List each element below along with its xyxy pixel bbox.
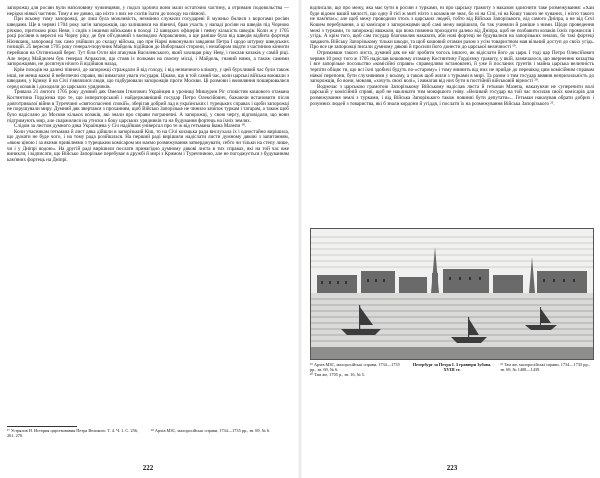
footnote-17: ¹⁷ Устрялов Н. История царствования Петра Великого. Т. 4. Ч. 1. С. 256, 261, 270. [7,428,138,438]
engraving-foreground-bank [311,347,594,360]
left-paragraph-4: Тривала 21 лютого 1705 року думний дяк Омелян Ігнатович Українцев в урочищі Мишурин Ріг сповістив кошового отамана Костянтина Гордієнка про те, що імператорський і найдержавніший государ Петро Олексійович, бажаючи встановити після довготривалої війни в Туреччині «святоспасенні спокій», зберігав добрий лад в українських і турецьких справах і щоби запорожці не порушували миру. Думний дяк звертався з проханням, щоб Військо Запорізьке не чинило зачіпок туркам і татарам, а також щоб було надіслано до Москви кількох козаків, які знали про справи пограничні. А запорожці, у свою чергу, відповідали, що вони підтримують мир, але скаржилися на утиски з боку царських урядників та на будування фортець на їхніх землях. [7,89,289,124]
right-paragraph-2: Отримавши такого листа, думний дяк не міг зробити чогось іншого, як відіслати його до царя. І тоді цар Петро Олексійович червня 10 року того ж 1705 надіслав кошовому отаману Костянтину Гордієнку грамоту, у якій, зазначалося, що зверненню козацтва і все запорізьке посольство «комісійні справи» справедливо встановлені, й уже й посланих ґрунтів і майна царська величність терпіти обіцяє ти, що всі їхні здобичі будуть по-«старому» і тому вчинить від них не прийде до перешкод цим комісійним справам ніякої перепони, бути слухняними у всьому, а також щоб жили з турками в мирі. Та разом з тим государ виявив неприхильність до запорожців, бо вони, мовляв, «хочуть своєї волі», і вимагав від них бути в постійній військовій вірності ²⁰. [310,50,594,85]
left-footnote-column-2 [151,429,289,439]
right-page-body [310,6,594,226]
right-paragraph-3: Водночас з царською грамотою Запорізькому Війському надіслав листа й гетьман Мазепа, наказуючи не суперечити волі царській у комісійній справі, щоб не накликати тим монаршого гніву. «Великий государ на той час посилав своїх комісарів для розмежування землі з турками, і від Війська Запорізького також повинні бути депутати»... Гетьман наказував обрати добрих і розумних людей з товариства, які б знали кордони й угіддя, і послати їх на розмежування Війська Запорізького ²¹. [310,83,594,107]
left-paragraph-6: Коли учасникам гетьмана й лист дяка дійшли в запорізький Кіш, то на Січі козацька рада вислухала їх і одностайно вирішила, що думати не буде чого, і на тому рада розійшлася. На перший раді вирішили надіслати листи думному дякові з запитанням, «якою ціною і за якими привілеями з турецьким комісаром ми маємо розмежування затверджувати, себто чи тільки на степу лише, чи і у Дніпрі водою». На другій раді вирішили послати принагідно думному дякові листа в тих справах, які на той час вже виникли, і відписати, що Військо Запорізьке перебуває в дружбі й мирі з Кримом і Туреччиною, але не погоджується з будуванням кам'яних фортець на Дніпрі. [7,128,289,163]
right-paragraph-1: відписали, що про межу, яка має бути в росіян з турками, ні про царську грамоту з наказом здійснити таке розмежування: «Хай буде відомо вашій милості, що одну й тієї ж миті ніхто з козаків не знає, бо ні на Січі, ні на Кошу такого не чуваних, і ніхто такого не пам'ятає»; але щоб межу проводили хтось з царських людей, тобто від Військо Запорізького, від самого Дніпра, а не від Сєчі Кошем перебування, а ці комісари з запорожцями щоб самі межу вирішили, бо так учиняли й раніше з ними. Щодо проведення межі з турками, то запорожці вважали, що вона повинна проходити далеко від Дніпра, щоб не позбавити козаків їхніх промислів і угідь. А крім того, щоб сам государ благоволив наказати, аби нові фортеці не будувалися на запорізьких землях, бо такі фортеці завдають Війську Запорізькому тільки шкоди, та щоб кошовий отаман разом з усім товариством мав вільний доступ до своїх угідь. Про все це запорожці писали думному дякові й просили його донести до царської величності ¹⁹. [310,6,594,51]
left-paragraph-3: Крім походів на далекі півночі, де запорожці страждали й від голоду, і від незвичного клімату, у цей бурхливий час були також інші, не менш важкі й небезпечні справи, які вимагали уваги государя. Цікаво, що в той самий час, коли царські війська воювали з шведами, у Криму й на Січі з'являлися люди, що підбурювали запорожців проти Москви. Ці розмови і вмовляння поширювалися серед козаків і доходили до царських урядників. [7,66,289,90]
left-page-body [7,6,289,424]
caption-title: Петербург за Петра I. З гравюри Зубова. XVIII ст. [412,362,492,372]
footnote-21: ²¹ Там же, малоросійські справи, 1734—1735 рр., зв. 69, № 1408—1439. [500,362,590,372]
footnote-18: ¹⁸ Архів МЗС, малоросійські справи, 1734—1735 рр., зв. 69, № 6. [151,428,271,433]
illustration-caption [310,363,594,378]
caption-right-notes [500,363,594,378]
engraving-illustration [310,228,594,360]
book-gutter [298,0,302,478]
page-number-right: 223 [446,464,458,472]
left-paragraph-1: запорожці для росіян були наполовину чужинцями, у поділі здобичі вони мали остаточно частину, а отримані подовольства — нерідко ніякої частини. Тому я не дивно, що ніхто з них не схотів їхати до походу на півночі. [7,6,289,17]
left-footnote-column-1 [7,429,145,439]
caption-left-notes [310,363,404,378]
left-footnotes [7,429,289,439]
footnote-19: ¹⁹ Архів МЗС, малоросійські справи, 1734—1735 рр., зв. 69, № 6. [310,362,400,372]
footnote-rule [7,426,77,427]
engraving-st-petersburg [311,229,594,360]
right-page [310,6,594,472]
footnote-20: ²⁰ Там же, 1705 р., зв. 16, № 5. [310,371,366,377]
left-page [7,6,289,472]
page-number-left: 222 [142,464,154,472]
left-paragraph-2: При всьому тому запорожці, де лиш була можливість, незмінно служили государеві й мужньо билися з ворогами росіян шведами. Ще в червні 1704 року загін запорожців, що залишився на півночі, брав участь у нападі росіян на шведів під Чорною річкою, притокою ріки Неви, і сидів з іншими військами в поході 12 швидких офіцерів і певну кількість шведів. Коли ж у 1705 році росіяни в вересні на Чорну ріку, де був об'єднаний з воєводою Апраксиним, а ще раніше була від шведів відбита фортеця Нієншанц, запорожці так само увійшли до складу війська, що при Нарві виконували завдання Петра I щодо штурму шведських позицій. 25 вересня 1705 року генерал-поручник Майдель підійшов до Виборзької сторони, і незабаром звідти з частиною кінноти перейшов на Охтинський берег. Тут біля Охти він атакував Василевського, який захищав ріку Неву, і поклав козаків у самій ріці. Але перед Майделем був генерал Апраксин, що стояв із полками на своєму місці, і Майдель, гнаний ними, а також самими запорожцями, не досягнув нічого й відійшов назад. [7,16,289,68]
left-paragraph-5: Слідом за листом думного дяка Українцева у Січ надійшов універсал про те ж від гетьмана Івана Мазепи ¹⁸. [14,123,247,130]
